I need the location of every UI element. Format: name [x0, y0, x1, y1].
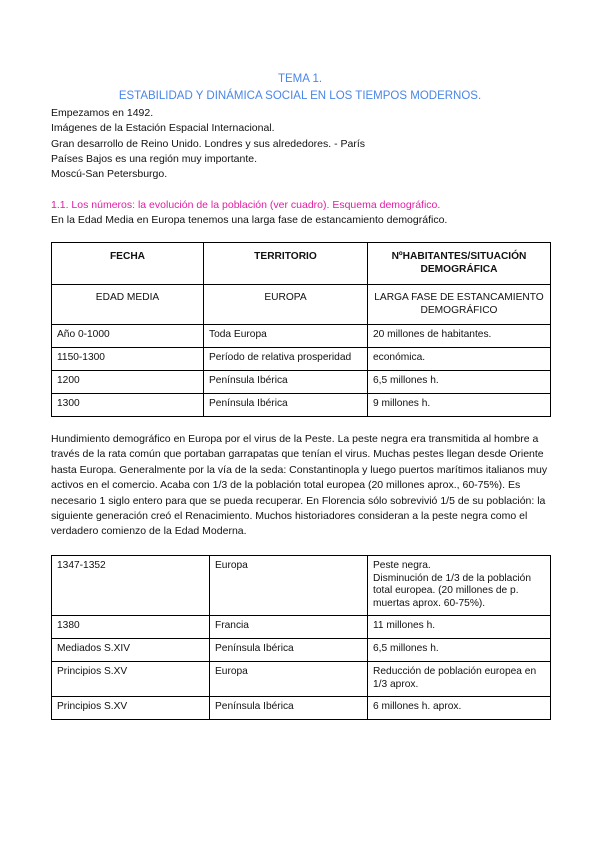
column-header: NºHABITANTES/SITUACIÓN DEMOGRÁFICA — [368, 243, 551, 285]
intro-line: Gran desarrollo de Reino Unido. Londres y sus alrededores. - París — [51, 137, 365, 150]
table-cell: Francia — [210, 616, 368, 639]
intro-line: Empezamos en 1492. — [51, 107, 154, 119]
table-cell: 1150-1300 — [52, 348, 204, 371]
table-row — [52, 371, 551, 394]
section-heading: 1.1. Los números: la evolución de la población (ver cuadro). Esquema demográfico. — [51, 199, 441, 211]
table-cell: 1347-1352 — [52, 556, 210, 616]
table-cell: Península Ibérica — [204, 394, 368, 417]
table-cell: 1300 — [52, 394, 204, 417]
table-cell: Península Ibérica — [204, 371, 368, 394]
table-subheader-row — [52, 285, 551, 325]
table-cell: 6 millones h. aprox. — [368, 697, 551, 720]
table-row — [52, 325, 551, 348]
table-cell: 9 millones h. — [368, 394, 551, 417]
table-cell: LARGA FASE DE ESTANCAMIENTO DEMOGRÁFICO — [368, 285, 551, 325]
table-cell: 11 millones h. — [368, 616, 551, 639]
table-cell: Reducción de población europea en 1/3 aprox. — [368, 662, 551, 697]
table-cell: Período de relativa prosperidad — [204, 348, 368, 371]
table-cell: Mediados S.XIV — [52, 639, 210, 662]
population-table-2 — [51, 555, 551, 720]
table-row — [52, 616, 551, 639]
intro-line: Países Bajos es una región muy importante. — [51, 152, 258, 165]
section-block — [51, 198, 447, 228]
section-text: En la Edad Media en Europa tenemos una larga fase de estancamiento demográfico. — [51, 214, 448, 226]
column-header: TERRITORIO — [204, 243, 368, 285]
table-cell: Toda Europa — [204, 325, 368, 348]
table-cell: 6,5 millones h. — [368, 639, 551, 662]
table-cell: 1200 — [52, 371, 204, 394]
table-row — [52, 639, 551, 662]
table-header-row — [52, 243, 551, 285]
table-cell: 1380 — [52, 616, 210, 639]
page-title: TEMA 1. — [277, 73, 323, 85]
table-cell: EUROPA — [204, 285, 368, 325]
population-table-1 — [51, 242, 551, 417]
table-cell: Europa — [210, 556, 368, 616]
intro-line: Imágenes de la Estación Espacial Internacional. — [51, 122, 275, 135]
table-cell: 20 millones de habitantes. — [368, 325, 551, 348]
table-row — [52, 556, 551, 616]
table-cell: Península Ibérica — [210, 697, 368, 720]
table-cell: Principios S.XV — [52, 697, 210, 720]
column-header: FECHA — [52, 243, 204, 285]
table-cell: Península Ibérica — [210, 639, 368, 662]
table-row — [52, 662, 551, 697]
table-row — [52, 697, 551, 720]
body-paragraph: Hundimiento demográfico en Europa por el virus de la Peste. La peste negra era transmitida al hombre a través de la rata común que portaban garrapatas que tenían el virus. Muchas pestes llegan desde Oriente hasta Europa. Generalmente por la vía de la seda: Constantinopla y luego puertos marítimos italianos muy activos en el comercio. Acaba con 1/3 de la población total europea (20 millones aprox., 60-75%). Es necesario 1 siglo entero para que se pueda recuperar. En Florencia sólo sobrevivió 1/5 de su población: la siguiente generación creó el Renacimiento. Muchos historiadores consideran a la peste negra como el verdadero comienzo de la Edad Moderna. — [51, 433, 548, 538]
table-cell: 6,5 millones h. — [368, 371, 551, 394]
table-cell: Año 0-1000 — [52, 325, 204, 348]
intro-block — [51, 106, 365, 182]
table-cell: EDAD MEDIA — [52, 285, 204, 325]
table-cell: Principios S.XV — [52, 662, 210, 697]
table-cell: económica. — [368, 348, 551, 371]
table-cell: Peste negra. Disminución de 1/3 de la población total europea. (20 millones de p. muertas aprox. 60-75%). — [368, 556, 551, 616]
table-row — [52, 348, 551, 371]
page-subtitle: ESTABILIDAD Y DINÁMICA SOCIAL EN LOS TIEMPOS MODERNOS. — [118, 90, 482, 102]
table-cell: Europa — [210, 662, 368, 697]
intro-line: Moscú-San Petersburgo. — [51, 168, 168, 181]
table-row — [52, 394, 551, 417]
